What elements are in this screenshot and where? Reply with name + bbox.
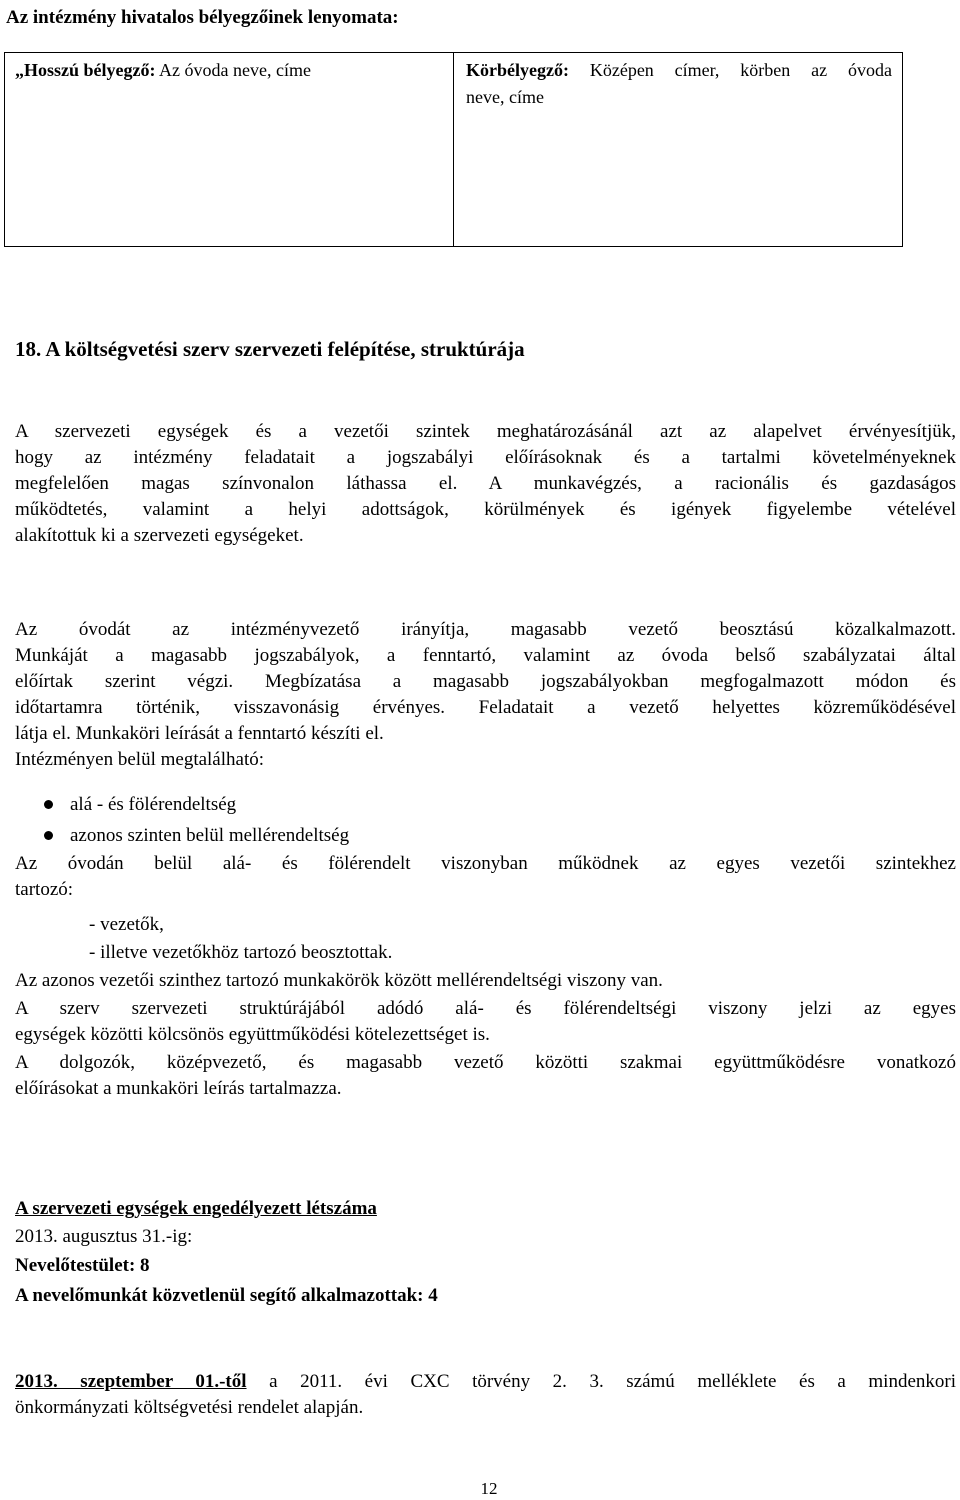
page-number: 12 xyxy=(480,1479,498,1498)
headcount-date-2-text-line2: önkormányzati költségvetési rendelet alapján. xyxy=(15,1397,364,1418)
paragraph-1-line: működtetés, valamint a helyi adottságok, körülmények és igények figyelembe vételével xyxy=(15,499,956,520)
list-item: alá - és fölérendeltség xyxy=(0,789,940,820)
paragraph-5-line: A szerv szervezeti struktúrájából adódó alá- és fölérendeltségi viszony jelzi az egyes xyxy=(15,998,956,1019)
paragraph-3-line: Az óvodán belül alá- és fölérendelt viszonyban működnek az egyes vezetői szintekhez xyxy=(15,853,956,874)
paragraph-2 xyxy=(15,617,956,773)
headcount-date-2 xyxy=(15,1369,956,1421)
long-stamp-text: Az óvoda neve, címe xyxy=(159,60,311,80)
long-stamp-cell xyxy=(5,53,454,247)
round-stamp-text-line2: neve, címe xyxy=(466,87,544,107)
paragraph-2-line: Az óvodát az intézményvezető irányítja, magasabb vezető beosztású közalkalmazott. xyxy=(15,619,956,640)
round-stamp-text-line1: Középen címer, körben az óvoda xyxy=(589,60,893,80)
headcount-heading: A szervezeti egységek engedélyezett létszáma xyxy=(15,1198,377,1219)
section-title: 18. A költségvetési szerv szervezeti felépítése, struktúrája xyxy=(15,337,525,361)
headcount-date-2-text: a 2011. évi CXC törvény 2. 3. számú melléklete és a mindenkori xyxy=(246,1371,956,1392)
long-stamp-label: „Hosszú bélyegző: xyxy=(15,60,156,80)
stamp-table xyxy=(4,52,903,247)
headcount-teachers: Nevelőtestület: 8 xyxy=(15,1255,150,1276)
paragraph-1-line: hogy az intézmény feladatait a jogszabályi előírásoknak és a tartalmi követelményeknek xyxy=(15,447,956,468)
headcount-date-2-bold: 2013. szeptember 01.-től xyxy=(15,1371,247,1392)
paragraph-2-line: látja el. Munkaköri leírását a fenntartó készíti el. xyxy=(15,723,384,744)
paragraph-1-line: megfelelően magas színvonalon láthassa el. A munkavégzés, a racionális és gazdaságos xyxy=(15,473,956,494)
paragraph-1-line: A szervezeti egységek és a vezetői szintek meghatározásánál azt az alapelvet érvényesítjük, xyxy=(15,421,956,442)
paragraph-3 xyxy=(15,851,956,903)
dash-item-subordinates: - illetve vezetőkhöz tartozó beosztottak. xyxy=(89,942,393,963)
stamps-heading: Az intézmény hivatalos bélyegzőinek lenyomata: xyxy=(6,7,399,28)
paragraph-2-line: előírtak szerint végzi. Megbízatása a magasabb jogszabályokban megfogalmazott módon és xyxy=(15,671,956,692)
bullet-icon xyxy=(44,831,53,840)
paragraph-3-line: tartozó: xyxy=(15,879,74,900)
round-stamp-cell xyxy=(454,53,903,247)
round-stamp-label: Körbélyegző: xyxy=(466,60,569,80)
hierarchy-list xyxy=(0,789,940,851)
dash-item-leaders: - vezetők, xyxy=(89,914,164,935)
paragraph-1-line: alakítottuk ki a szervezeti egységeket. xyxy=(15,525,304,546)
headcount-date-1: 2013. augusztus 31.-ig: xyxy=(15,1226,193,1247)
paragraph-4: Az azonos vezetői szinthez tartozó munkakörök között mellérendeltségi viszony van. xyxy=(15,970,663,991)
paragraph-6-line: előírásokat a munkaköri leírás tartalmazza. xyxy=(15,1078,342,1099)
within-institution-label: Intézményen belül megtalálható: xyxy=(15,749,265,770)
paragraph-2-line: Munkáját a magasabb jogszabályok, a fenntartó, valamint az óvoda belső szabályzatai által xyxy=(15,645,956,666)
headcount-assistants: A nevelőmunkát közvetlenül segítő alkalmazottak: 4 xyxy=(15,1285,438,1306)
paragraph-5-line: egységek közötti kölcsönös együttműködési kötelezettséget is. xyxy=(15,1024,490,1045)
paragraph-4-6 xyxy=(15,968,956,1102)
bullet-icon xyxy=(44,800,53,809)
paragraph-6-line: A dolgozók, középvezető, és magasabb vezető közötti szakmai együttműködésre vonatkozó xyxy=(15,1052,956,1073)
list-item: azonos szinten belül mellérendeltség xyxy=(0,820,940,851)
paragraph-1 xyxy=(15,419,956,549)
paragraph-2-line: időtartamra történik, visszavonásig érvényes. Feladatait a vezető helyettes közreműködésével xyxy=(15,697,956,718)
